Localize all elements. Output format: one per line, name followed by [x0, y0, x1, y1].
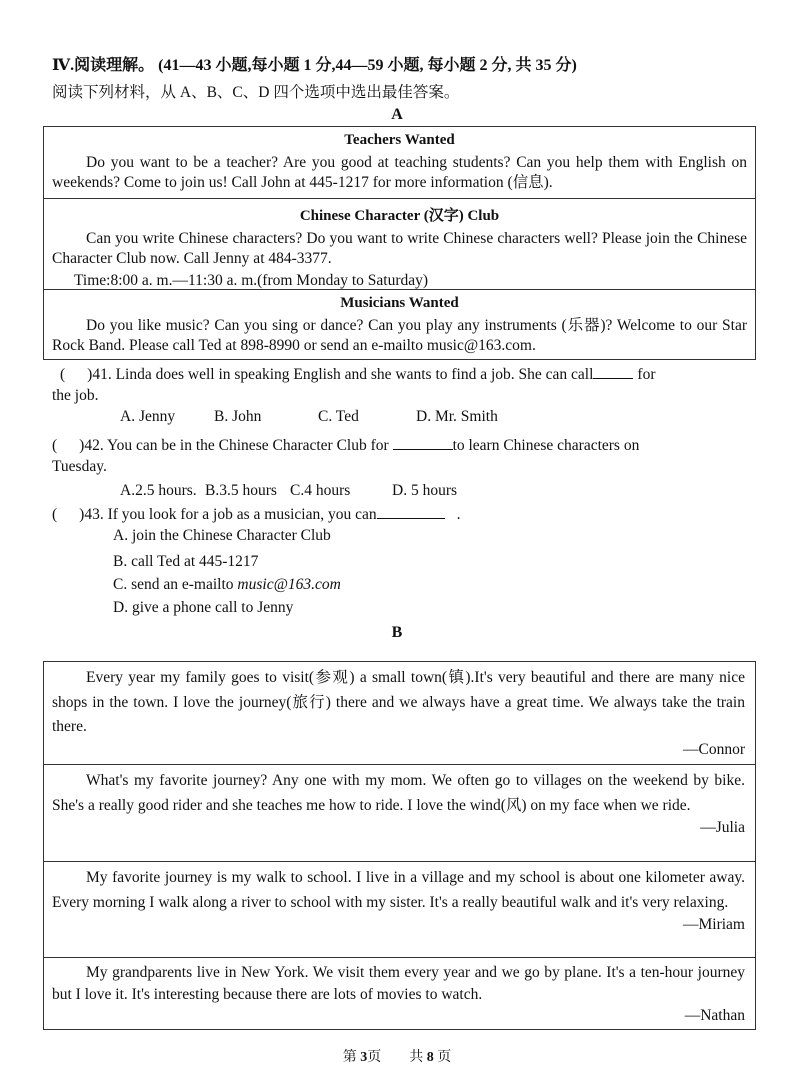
answer-paren-open: (	[60, 366, 66, 383]
option-43-c[interactable]	[113, 576, 341, 594]
question-41	[52, 364, 752, 406]
entry-author: —Nathan	[684, 1007, 745, 1024]
passage-a-label: A	[391, 106, 403, 123]
footer-prefix: 第	[342, 1050, 357, 1065]
ad-title: Musicians Wanted	[340, 295, 459, 311]
answer-blank[interactable]	[593, 364, 633, 379]
ad-teachers-wanted	[44, 127, 755, 199]
option-42-a[interactable]: A.2.5 hours.	[120, 482, 197, 499]
answer-paren-close: )	[79, 506, 85, 523]
option-41-d[interactable]: D. Mr. Smith	[416, 408, 498, 425]
option-43-c-email: music@163.com	[237, 576, 341, 593]
footer-mid: 页 共	[367, 1050, 424, 1065]
entry-text: My favorite journey is my walk to school. I live in a village and my school is about one kilometer away. Every morning I walk along a river to school with my sister. It's a really beautiful walk and it's very relaxing.	[52, 869, 745, 911]
answer-blank[interactable]	[393, 435, 453, 450]
passage-b-label: B	[391, 624, 403, 641]
entry-author: —Connor	[683, 740, 745, 758]
option-43-c-text: C. send an e-mailto	[113, 576, 238, 593]
instruction-text: 阅读下列材料，从 A、B、C、D 四个选项中选出最佳答案。	[52, 84, 460, 101]
option-41-c[interactable]: C. Ted	[318, 408, 359, 425]
ad-body: Do you like music? Can you sing or dance? Can you play any instruments (乐器)? Welcome to our Star Rock Band. Please call Ted at 898-8990 or send an e-mailto music@163.com.	[52, 317, 747, 354]
passage-a-box	[43, 126, 756, 360]
entry-text: Every year my family goes to visit(参观) a small town(镇).It's very beautiful and there are many nice shops in the town. I love the journey(旅行) there and we always have a great time. We always take the train there.	[52, 669, 745, 735]
footer-suffix: 页	[437, 1050, 452, 1065]
answer-paren-open: (	[52, 506, 58, 523]
ad-musicians-wanted	[44, 290, 755, 360]
question-43	[52, 504, 752, 525]
question-text: 43. If you look for a job as a musician, you can	[84, 506, 377, 523]
entry-author: —Julia	[700, 819, 745, 836]
ad-body: Do you want to be a teacher? Are you good at teaching students? Can you help them with English on weekends? Come to join us! Call John at 445-1217 for more information (信息).	[52, 154, 747, 191]
footer-total-pages: 8	[426, 1050, 434, 1065]
ad-chinese-character-club	[44, 199, 755, 290]
entry-connor	[44, 662, 755, 765]
option-42-d[interactable]: D. 5 hours	[392, 482, 458, 499]
answer-paren-close: )	[87, 366, 93, 383]
question-text-line2: the job.	[52, 387, 99, 404]
option-43-d[interactable]: D. give a phone call to Jenny	[113, 599, 294, 616]
ad-title: Chinese Character (汉字) Club	[299, 208, 500, 224]
entry-text: What's my favorite journey? Any one with my mom. We often go to villages on the weekend by bike. She's a really good rider and she teaches me how to ride. I love the wind(风) on my face when we ride.	[52, 772, 745, 814]
passage-b-box	[43, 661, 756, 1030]
answer-paren-close: )	[79, 437, 85, 454]
option-43-b[interactable]: B. call Ted at 445-1217	[113, 553, 259, 570]
ad-body: Can you write Chinese characters? Do you want to write Chinese characters well? Please join the Chinese Character Club now. Call Jenny at 484-3377.	[52, 230, 747, 267]
question-text-after: to learn Chinese characters on	[452, 437, 640, 454]
entry-nathan	[44, 958, 755, 1030]
question-text-after: .	[456, 506, 461, 523]
entry-julia	[44, 765, 755, 862]
section-title: Ⅳ.阅读理解。 (41—43 小题,每小题 1 分,44—59 小题, 每小题 2 分, 共 35 分)	[52, 57, 577, 74]
entry-author: —Miriam	[683, 916, 745, 933]
answer-blank[interactable]	[377, 504, 445, 519]
question-42	[52, 435, 752, 477]
ad-time: Time:8:00 a. m.—11:30 a. m.(from Monday to Saturday)	[74, 272, 429, 289]
option-43-a[interactable]: A. join the Chinese Character Club	[113, 527, 331, 544]
question-text-line2: Tuesday.	[52, 458, 107, 475]
question-text: 41. Linda does well in speaking English and she wants to find a job. She can call	[92, 366, 594, 383]
ad-title: Teachers Wanted	[344, 132, 455, 148]
answer-paren-open: (	[52, 437, 58, 454]
page-footer	[0, 1046, 794, 1066]
question-text: 42. You can be in the Chinese Character Club for	[84, 437, 389, 454]
option-42-b[interactable]: B.3.5 hours	[205, 482, 277, 499]
entry-text: My grandparents live in New York. We visit them every year and we go by plane. It's a ten-hour journey but I love it. It's interesting because there are lots of movies to watch.	[52, 964, 745, 1003]
footer-page-number: 3	[360, 1050, 368, 1065]
option-41-b[interactable]: B. John	[214, 408, 262, 425]
option-42-c[interactable]: C.4 hours	[290, 482, 351, 499]
entry-miriam	[44, 862, 755, 958]
question-text-after: for	[637, 366, 656, 383]
option-41-a[interactable]: A. Jenny	[120, 408, 176, 425]
